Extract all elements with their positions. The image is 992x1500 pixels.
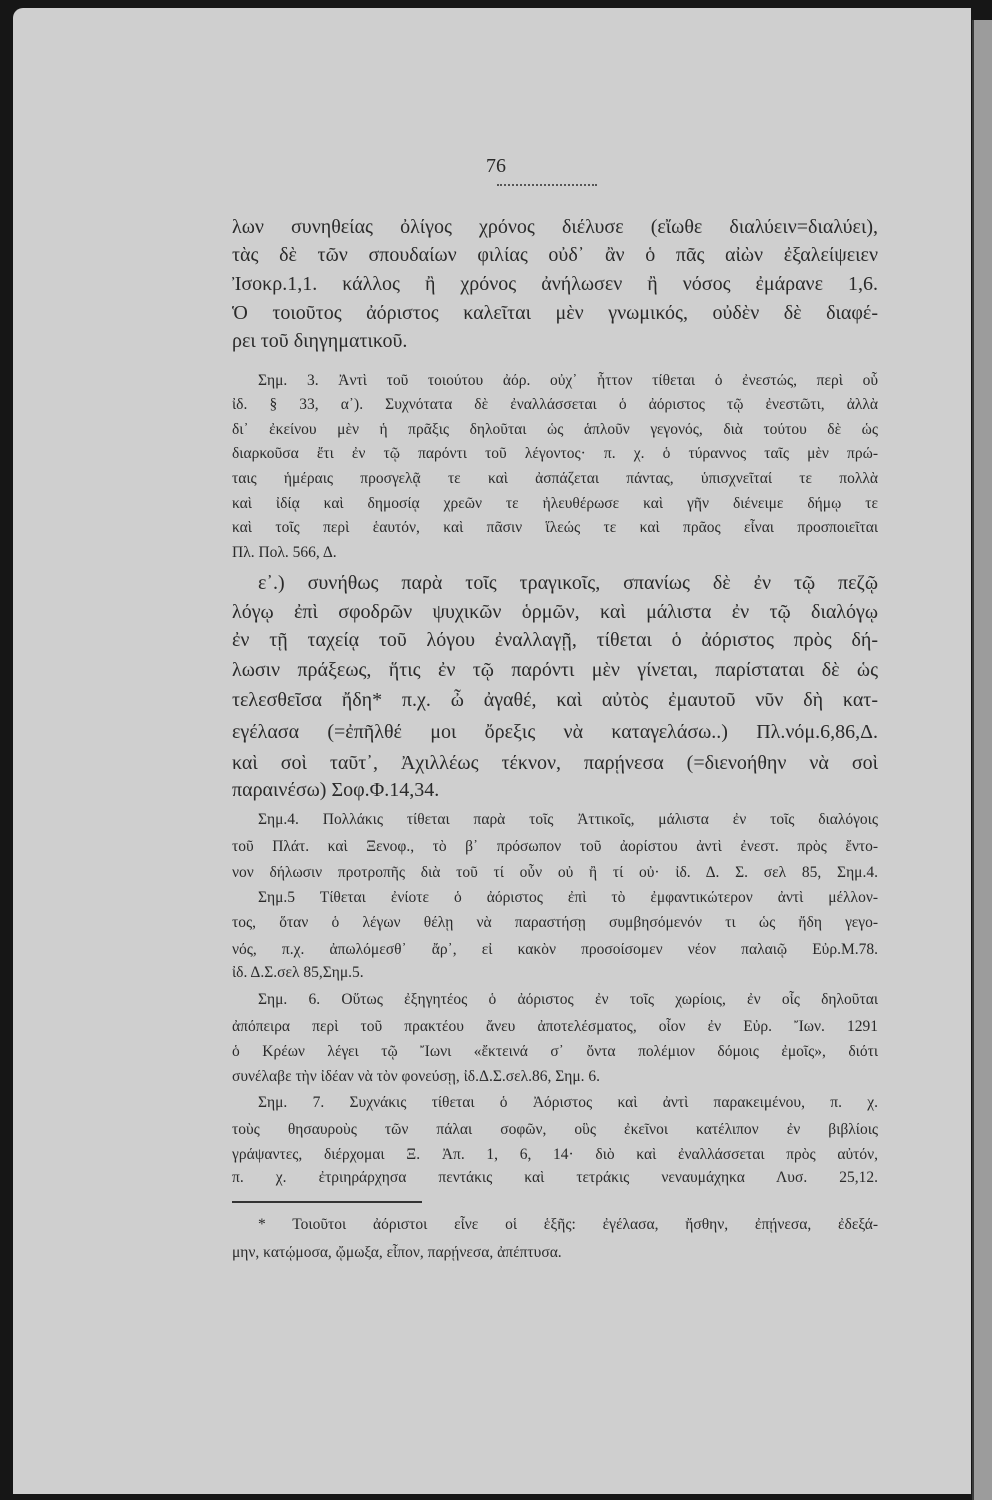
footnote-line: μην, κατῴμοσα, ᾤμωξα, εἶπον, παρῄνεσα, ἀπέπτυσα. (232, 1244, 562, 1261)
footnote-line: * Τοιοῦτοι ἀόριστοι εἶνε οἱ ἑξῆς: ἐγέλασα, ἤσθην, ἐπῄνεσα, ἐδεξά- (258, 1216, 878, 1233)
main-line: Ὁ τοιοῦτος ἀόριστος καλεῖται μὲν γνωμικός, οὐδὲν δὲ διαφέ- (232, 302, 878, 324)
note6-line: ὁ Κρέων λέγει τῷ Ἴωνι «ἔκτεινά σ᾽ ὄντα πολέμιον δόμοις ἐμοῖς», διότι (232, 1043, 878, 1060)
epsilon-line: παραινέσω) Σοφ.Φ.14,34. (232, 779, 440, 801)
note5-line: ἰδ. Δ.Σ.σελ 85,Σημ.5. (232, 964, 364, 981)
epsilon-line: ε᾽.) συνήθως παρὰ τοῖς τραγικοῖς, σπανίως δὲ ἐν τῷ πεζῷ (258, 572, 878, 594)
main-line: Ἰσοκρ.1,1. κάλλος ἢ χρόνος ἀνήλωσεν ἢ νόσος ἐμάρανε 1,6. (232, 273, 878, 295)
note3-line: ταις ἡμέραις προσγελᾷ τε καὶ ἀσπάζεται πάντας, ὑπισχνεῖταί τε πολλὰ (232, 470, 878, 487)
note5-line: νός, π.χ. ἀπωλόμεσθ᾽ ἄρ᾽, εἰ κακὸν προσοίσομεν νέον παλαιῷ Εὐρ.Μ.78. (232, 941, 878, 958)
epsilon-line: λωσιν πράξεως, ἥτις ἐν τῷ παρόντι μὲν γίνεται, παρίσταται δὲ ὡς (232, 659, 878, 681)
note3-line: δι᾽ ἐκείνου μὲν ἡ πρᾶξις δηλοῦται ὡς ἁπλοῦν γεγονός, διὰ τούτου δὲ ὡς (232, 421, 878, 438)
note7-line: Σημ. 7. Συχνάκις τίθεται ὁ Ἀόριστος καὶ ἀντὶ παρακειμένου, π. χ. (258, 1094, 878, 1111)
epsilon-line: εγέλασα (=ἐπῆλθέ μοι ὄρεξις νὰ καταγελάσω..) Πλ.νόμ.6,86,Δ. (232, 721, 878, 743)
epsilon-line: καὶ σοὶ ταῦτ᾽, Ἀχιλλέως τέκνον, παρῄνεσα (=διενοήθην νὰ σοὶ (232, 752, 878, 774)
epsilon-line: ἐν τῇ ταχείᾳ τοῦ λόγου ἐναλλαγῇ, τίθεται ὁ ἀόριστος πρὸς δή- (232, 629, 878, 651)
main-line: τὰς δὲ τῶν σπουδαίων φιλίας οὐδ᾽ ἂν ὁ πᾶς αἰὼν ἐξαλείψειεν (232, 244, 878, 266)
note3-line: διαρκοῦσα ἔτι ἐν τῷ παρόντι τοῦ λέγοντος· π. χ. ὁ τύραννος ταῖς μὲν πρώ- (232, 445, 878, 462)
note3-line: καὶ ἰδίᾳ καὶ δημοσίᾳ χρεῶν τε ἠλευθέρωσε καὶ γῆν διένειμε δήμῳ τε (232, 495, 878, 512)
page-number-rule (497, 184, 597, 186)
note3-line: καὶ τοῖς περὶ ἑαυτόν, καὶ πᾶσιν ἵλεώς τε καὶ πρᾶος εἶναι προσποιεῖται (232, 519, 878, 536)
note5-line: Σημ.5 Τίθεται ἐνίοτε ὁ ἀόριστος ἐπὶ τὸ ἐμφαντικώτερον ἀντὶ μέλλον- (258, 889, 878, 906)
note6-line: συνέλαβε τὴν ἰδέαν νὰ τὸν φονεύσῃ, ἰδ.Δ.Σ.σελ.86, Σημ. 6. (232, 1068, 601, 1085)
page-edge (972, 20, 992, 1500)
page-number: 76 (486, 155, 506, 177)
note7-line: τοὺς θησαυροὺς τῶν πάλαι σοφῶν, οὓς ἐκεῖνοι κατέλιπον ἐν βιβλίοις (232, 1121, 878, 1138)
note4-line: τοῦ Πλάτ. καὶ Ξενοφ., τὸ β᾽ πρόσωπον τοῦ ἀορίστου ἀντὶ ἐνεστ. πρὸς ἔντο- (232, 838, 878, 855)
note3-line: Σημ. 3. Ἀντὶ τοῦ τοιούτου ἀόρ. οὐχ᾽ ἧττον τίθεται ὁ ἐνεστώς, περὶ οὗ (258, 372, 878, 389)
footnote-rule (232, 1201, 422, 1203)
note3-line: ἰδ. § 33, α᾽). Συχνότατα δὲ ἐναλλάσσεται ὁ ἀόριστος τῷ ἐνεστῶτι, ἀλλὰ (232, 396, 878, 413)
note7-line: π. χ. ἐτριηράρχησα πεντάκις καὶ τετράκις νεναυμάχηκα Λυσ. 25,12. (232, 1169, 878, 1186)
epsilon-line: τελεσθεῖσα ἤδη* π.χ. ὦ ἀγαθέ, καὶ αὐτὸς ἐμαυτοῦ νῦν δὴ κατ- (232, 689, 878, 711)
epsilon-line: λόγῳ ἐπὶ σφοδρῶν ψυχικῶν ὁρμῶν, καὶ μάλιστα ἐν τῷ διαλόγῳ (232, 601, 878, 623)
note7-line: γράψαντες, διέρχομαι Ξ. Ἀπ. 1, 6, 14· διὸ καὶ ἐναλλάσσεται πρὸς αὐτόν, (232, 1146, 878, 1163)
main-line: ρει τοῦ διηγηματικοῦ. (232, 330, 408, 352)
note5-line: τος, ὅταν ὁ λέγων θέλῃ νὰ παραστήσῃ συμβησόμενόν τι ὡς ἤδη γεγο- (232, 914, 878, 931)
note4-line: νον δήλωσιν προτροπῆς διὰ τοῦ τί οὖν οὐ ἢ τί οὐ· ἰδ. Δ. Σ. σελ 85, Σημ.4. (232, 864, 878, 881)
note4-line: Σημ.4. Πολλάκις τίθεται παρὰ τοῖς Ἀττικοῖς, μάλιστα ἐν τοῖς διαλόγοις (258, 811, 878, 828)
note6-line: ἀπόπειρα περὶ τοῦ πρακτέου ἄνευ ἀποτελέσματος, οἷον ἐν Εὐρ. Ἴων. 1291 (232, 1018, 878, 1035)
note6-line: Σημ. 6. Οὕτως ἐξηγητέος ὁ ἀόριστος ἐν τοῖς χωρίοις, ἐν οἷς δηλοῦται (258, 991, 878, 1008)
main-line: λων συνηθείας ὀλίγος χρόνος διέλυσε (εἴωθε διαλύειν=διαλύει), (232, 216, 878, 238)
note3-line: Πλ. Πολ. 566, Δ. (232, 544, 337, 561)
